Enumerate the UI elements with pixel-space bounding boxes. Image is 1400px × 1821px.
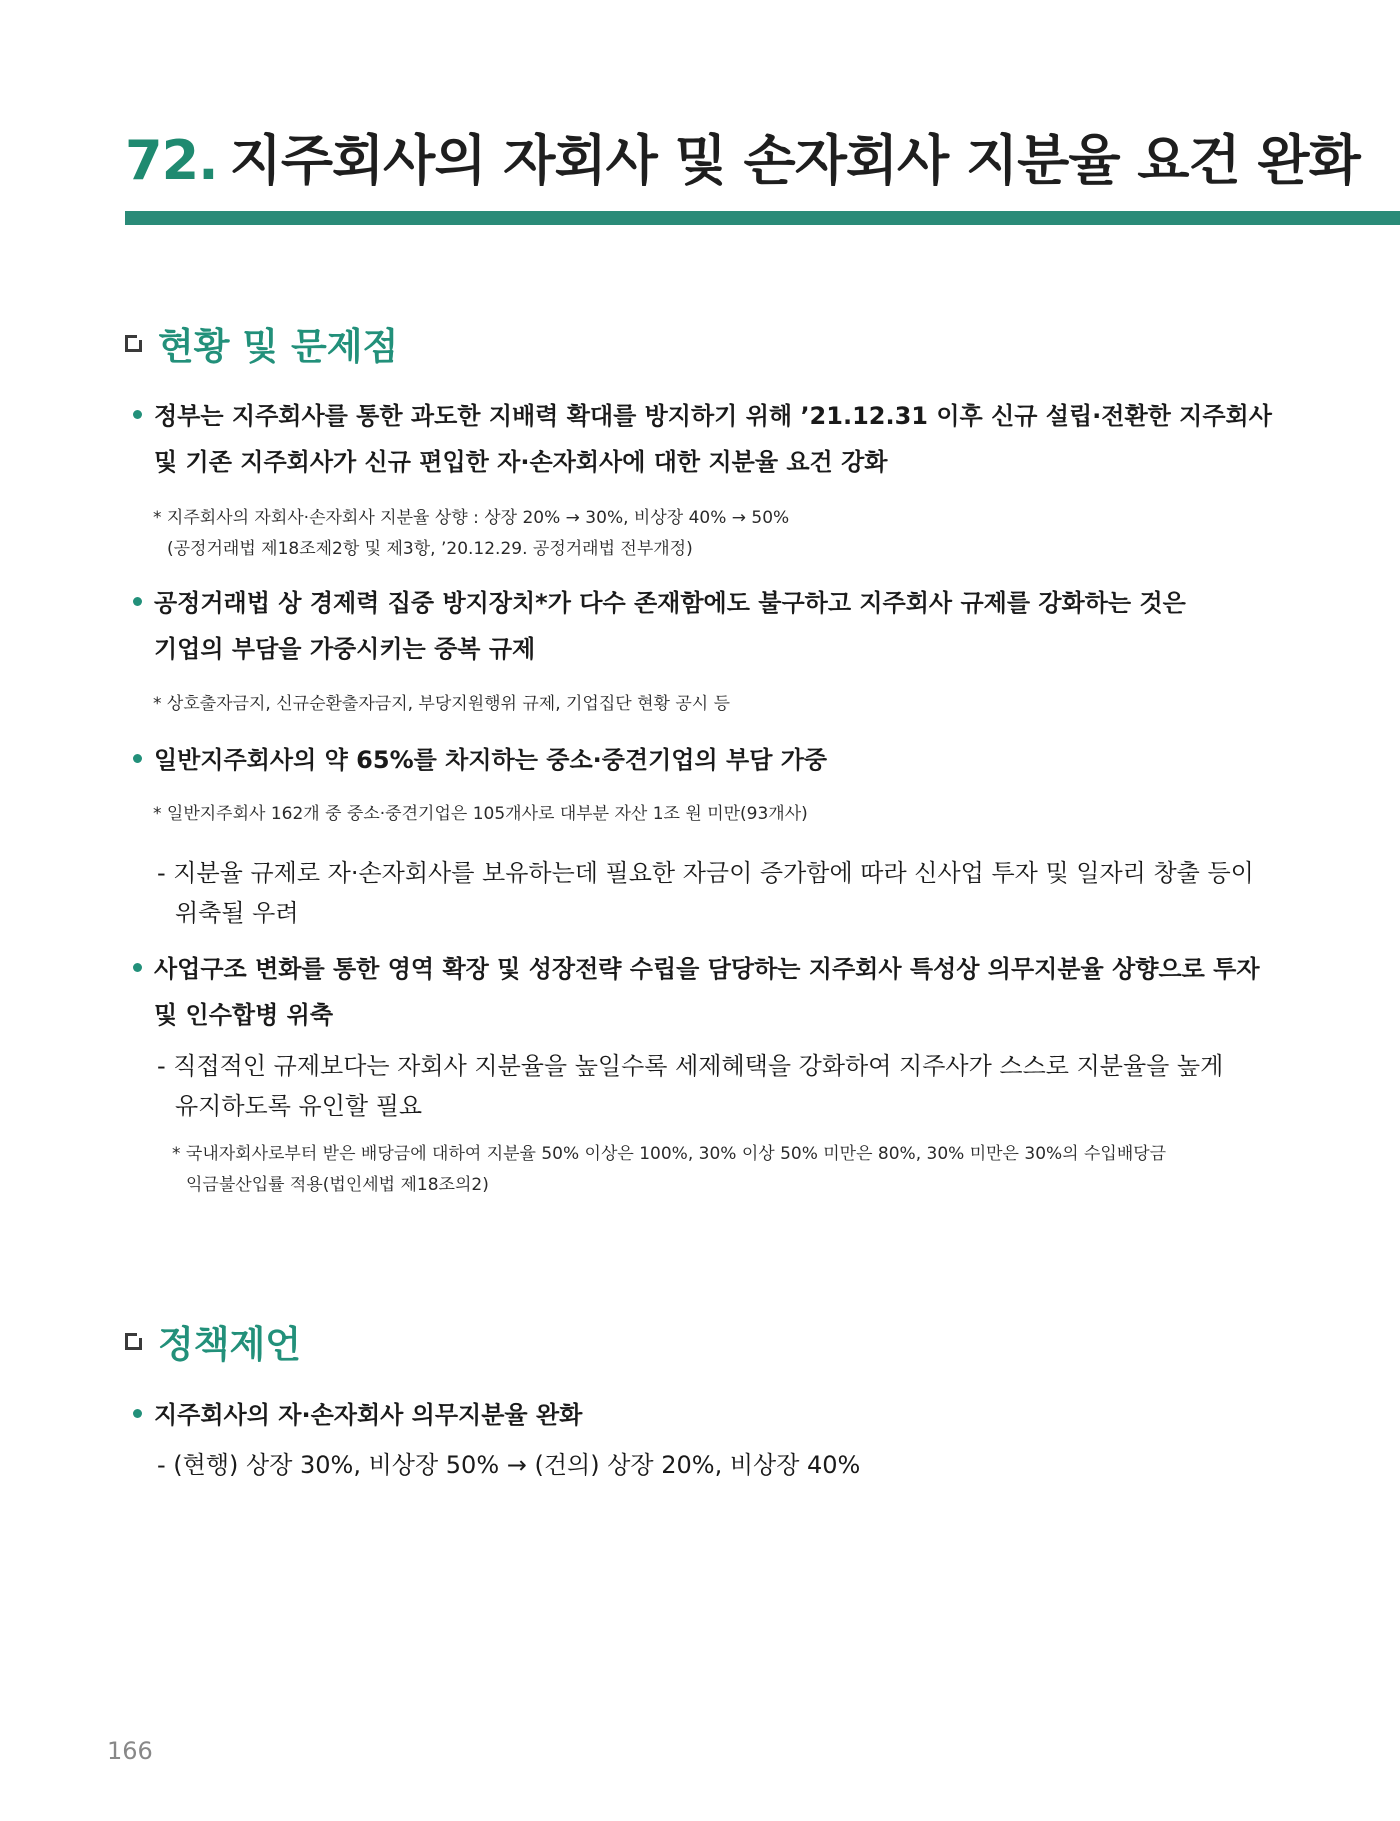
bullet-item [133,393,1272,485]
page-title [125,118,1360,195]
bullet-text: 정부는 지주회사를 통한 과도한 지배력 확대를 방지하기 위해 ’21.12.31 이후 신규 설립·전환한 지주회사 [154,402,1272,430]
bullet-text-continued: 및 인수합병 위축 [154,1001,333,1029]
section-heading-label: 정책제언 [158,1323,301,1366]
footnote-text: * 국내자회사로부터 받은 배당금에 대하여 지분율 50% 이상은 100%, 30% 이상 50% 미만은 80%, 30% 미만은 30%의 수입배당금 [172,1144,1167,1164]
section-heading-policy [125,1314,301,1368]
dash-text-continued: 유지하도록 유인할 필요 [175,1092,423,1120]
bullet-dot-icon [133,1409,142,1418]
bullet-text-continued: 기업의 부담을 가중시키는 중복 규제 [154,635,536,663]
bullet-item [133,946,1260,1038]
section-heading-label: 현황 및 문제점 [158,325,399,368]
footnote-text: * 일반지주회사 162개 중 중소·중견기업은 105개사로 대부분 자산 1조 원 미만(93개사) [153,804,808,824]
footnote-text-continued: 익금불산입률 적용(법인세법 제18조의2) [186,1175,489,1195]
bullet-item [133,1392,582,1438]
dash-item [157,1046,1223,1126]
dash-text: - 지분율 규제로 자·손자회사를 보유하는데 필요한 자금이 증가함에 따라 신사업 투자 및 일자리 창출 등이 [157,859,1254,887]
section-heading-status [125,316,398,370]
square-bullet-icon [125,335,142,352]
dash-text: - 직접적인 규제보다는 자회사 지분율을 높일수록 세제혜택을 강화하여 지주사가 스스로 지분율을 높게 [157,1052,1224,1080]
footnote [153,503,789,565]
dash-text-continued: 위축될 우려 [175,899,299,927]
bullet-text: 사업구조 변화를 통한 영역 확장 및 성장전략 수립을 담당하는 지주회사 특성상 의무지분율 상향으로 투자 [154,955,1260,983]
bullet-dot-icon [133,963,142,972]
bullet-dot-icon [133,597,142,606]
footnote [153,799,808,830]
page-number: 166 [107,1737,153,1765]
footnote [172,1139,1166,1201]
bullet-dot-icon [133,410,142,419]
dash-item [157,853,1254,933]
bullet-text: 지주회사의 자·손자회사 의무지분율 완화 [154,1401,583,1429]
title-text: 지주회사의 자회사 및 손자회사 지분율 요건 완화 [229,129,1360,192]
bullet-item [133,737,827,783]
bullet-dot-icon [133,754,142,763]
bullet-item [133,580,1186,672]
bullet-text-continued: 및 기존 지주회사가 신규 편입한 자·손자회사에 대한 지분율 요건 강화 [154,448,888,476]
title-number: 72. [125,129,218,192]
footnote [153,689,730,720]
footnote-text: * 지주회사의 자회사·손자회사 지분율 상향 : 상장 20% → 30%, 비상장 40% → 50% [153,508,790,528]
dash-text: - (현행) 상장 30%, 비상장 50% → (건의) 상장 20%, 비상장 40% [157,1451,861,1479]
dash-item [157,1445,860,1485]
footnote-text-continued: (공정거래법 제18조제2항 및 제3항, ’20.12.29. 공정거래법 전부개정) [167,539,693,559]
title-divider [125,211,1400,225]
square-bullet-icon [125,1333,142,1350]
bullet-text: 공정거래법 상 경제력 집중 방지장치*가 다수 존재함에도 불구하고 지주회사 규제를 강화하는 것은 [154,589,1186,617]
bullet-text: 일반지주회사의 약 65%를 차지하는 중소·중견기업의 부담 가중 [154,746,828,774]
footnote-text: * 상호출자금지, 신규순환출자금지, 부당지원행위 규제, 기업집단 현황 공시 등 [153,694,731,714]
